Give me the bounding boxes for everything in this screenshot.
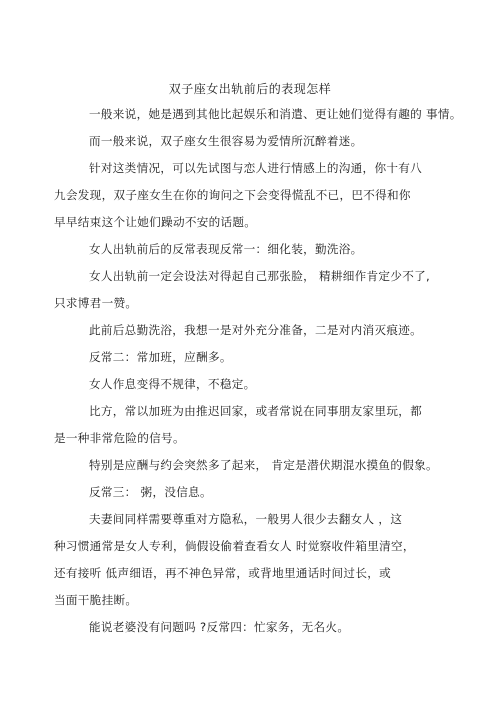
text-line: 反常二：常加班，应酬多。 xyxy=(89,350,232,364)
text-line: 比方，常以加班为由推迟回家，或者常说在同事朋友家里玩，都 xyxy=(89,404,423,418)
text-line: 九会发现，双子座女生在你的询问之下会变得慌乱不已，巴不得和你 xyxy=(54,188,411,202)
text-line: 女人出轨前一定会设法对得起自己那张脸， 精耕细作肯定少不了, xyxy=(89,269,430,283)
text-line: 女人出轨前后的反常表现反常一：细化装，勤洗浴。 xyxy=(89,242,363,256)
text-line: 反常三： 粥，没信息。 xyxy=(89,485,212,499)
text-line: 是一种非常危险的信号。 xyxy=(54,431,185,445)
text-line: 针对这类情况，可以先试图与恋人进行情感上的沟通，你十有八 xyxy=(89,161,423,175)
text-line: 只求博君一赞。 xyxy=(54,296,138,310)
text-line: 当面干脆挂断。 xyxy=(54,593,138,607)
text-line: 还有接听 低声细语，再不神色异常，或背地里通话时间过长，或 xyxy=(54,566,392,580)
text-line: 一般来说，她是遇到其他比起娱乐和消遣、更让她们觉得有趣的 事情。 xyxy=(89,107,462,121)
text-line: 而一般来说，双子座女生很容易为爱情所沉醉着迷。 xyxy=(89,134,363,148)
text-line: 能说老婆没有问题吗 ?反常四：忙家务，无名火。 xyxy=(89,620,350,634)
text-line: 夫妻间同样需要尊重对方隐私，一般男人很少去翻女人 ，这 xyxy=(89,512,403,526)
text-line: 女人作息变得不规律，不稳定。 xyxy=(89,377,256,391)
text-line: 此前后总勤洗浴，我想一是对外充分准备，二是对内消灭痕迹。 xyxy=(89,323,423,337)
document-title: 双子座女出轨前后的表现怎样 xyxy=(168,82,332,96)
text-line: 特别是应酬与约会突然多了起来， 肯定是潜伏期混水摸鱼的假象。 xyxy=(89,458,438,472)
text-line: 早早结束这个让她们躁动不安的话题。 xyxy=(54,215,257,229)
text-line: 种习惯通常是女人专利，倘假设偷着查看女人 时觉察收件箱里清空， xyxy=(54,539,415,553)
